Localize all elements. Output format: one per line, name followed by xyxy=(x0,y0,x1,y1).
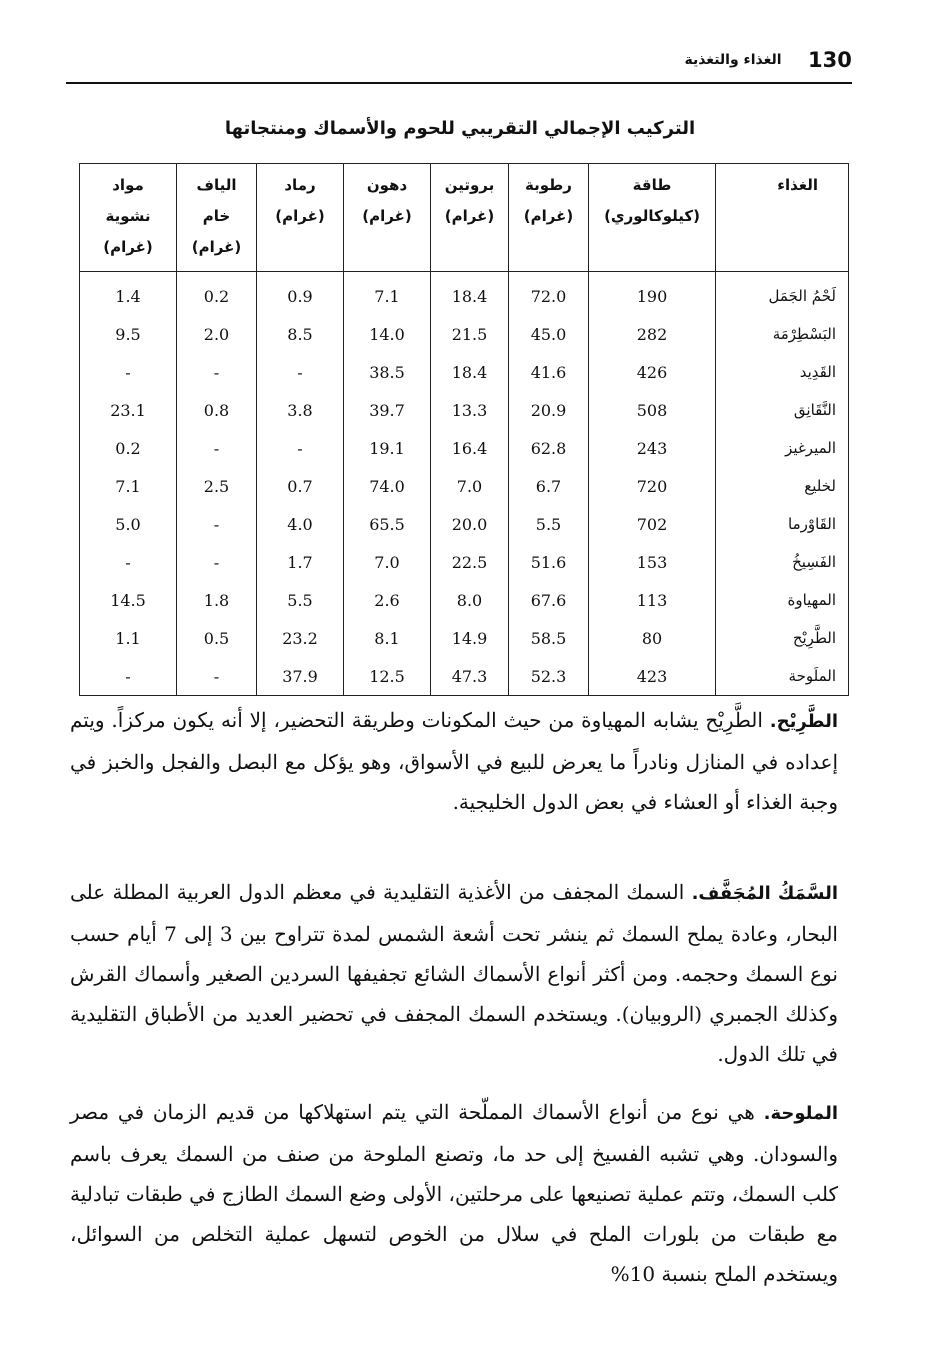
paragraph-tarih xyxy=(70,700,838,822)
cell-food: النَّقَانِق xyxy=(716,391,849,429)
cell-moisture: 72.0 xyxy=(509,272,589,316)
cell-fat: 12.5 xyxy=(344,657,431,696)
table-row xyxy=(80,543,849,581)
cell-ash: 23.2 xyxy=(257,619,344,657)
cell-starch: 9.5 xyxy=(80,315,177,353)
cell-protein: 18.4 xyxy=(431,272,509,316)
cell-energy: 508 xyxy=(589,391,716,429)
cell-food: القَاوْرما xyxy=(716,505,849,543)
cell-fiber: - xyxy=(177,505,257,543)
column-header-ash: رماد (غرام) xyxy=(257,164,344,272)
cell-protein: 21.5 xyxy=(431,315,509,353)
cell-food: الميرغيز xyxy=(716,429,849,467)
cell-ash: 0.7 xyxy=(257,467,344,505)
cell-energy: 702 xyxy=(589,505,716,543)
cell-fat: 65.5 xyxy=(344,505,431,543)
cell-starch: 14.5 xyxy=(80,581,177,619)
paragraph-term: الملوحة. xyxy=(763,1103,838,1124)
cell-starch: 0.2 xyxy=(80,429,177,467)
table-title: التركيب الإجمالي التقريبي للحوم والأسماك ومنتجاتها xyxy=(224,118,696,139)
column-header-moisture: رطوبة (غرام) xyxy=(509,164,589,272)
cell-energy: 243 xyxy=(589,429,716,467)
cell-starch: 5.0 xyxy=(80,505,177,543)
cell-moisture: 58.5 xyxy=(509,619,589,657)
cell-protein: 13.3 xyxy=(431,391,509,429)
cell-energy: 190 xyxy=(589,272,716,316)
cell-protein: 14.9 xyxy=(431,619,509,657)
cell-fiber: - xyxy=(177,429,257,467)
cell-protein: 47.3 xyxy=(431,657,509,696)
cell-energy: 720 xyxy=(589,467,716,505)
cell-starch: - xyxy=(80,657,177,696)
paragraph-term: السَّمَكُ المُجَفَّف. xyxy=(691,883,838,904)
cell-ash: 5.5 xyxy=(257,581,344,619)
cell-moisture: 45.0 xyxy=(509,315,589,353)
cell-starch: 1.4 xyxy=(80,272,177,316)
table-row xyxy=(80,619,849,657)
cell-ash: - xyxy=(257,353,344,391)
cell-fiber: 2.0 xyxy=(177,315,257,353)
cell-ash: 8.5 xyxy=(257,315,344,353)
cell-moisture: 67.6 xyxy=(509,581,589,619)
page-number: 130 xyxy=(808,48,852,72)
column-header-starch: مواد نشوية (غرام) xyxy=(80,164,177,272)
cell-moisture: 6.7 xyxy=(509,467,589,505)
table-body xyxy=(80,272,849,696)
cell-fiber: 0.2 xyxy=(177,272,257,316)
cell-food: الفَسِيخُ xyxy=(716,543,849,581)
cell-energy: 426 xyxy=(589,353,716,391)
cell-ash: 3.8 xyxy=(257,391,344,429)
column-header-fiber: الياف خام (غرام) xyxy=(177,164,257,272)
paragraph-mulouha xyxy=(70,1092,838,1294)
cell-energy: 80 xyxy=(589,619,716,657)
column-header-fat: دهون (غرام) xyxy=(344,164,431,272)
cell-ash: 0.9 xyxy=(257,272,344,316)
cell-moisture: 20.9 xyxy=(509,391,589,429)
running-title: الغذاء والتغذية xyxy=(684,52,782,68)
cell-starch: 7.1 xyxy=(80,467,177,505)
table-row xyxy=(80,657,849,696)
paragraph-text: الطَّرِيْح يشابه المهياوة من حيث المكونات وطريقة التحضير، إلا أنه يكون مركزاً. ويتم إعداده في المنازل ونادراً ما يعرض للبيع في الأسواق، وهو يؤكل مع البصل والفجل والخبز في وجبة الغذاء أو العشاء في بعض الدول الخليجية. xyxy=(70,708,839,814)
paragraph-text: السمك المجفف من الأغذية التقليدية في معظم الدول العربية المطلة على البحار، وعادة يملح السمك ثم ينشر تحت أشعة الشمس لمدة تتراوح بين 3 إلى 7 أيام حسب نوع السمك وحجمه. ومن أكثر أنواع الأسماك الشائع تجفيفها السردين الصغير وأسماك القرش وكذلك الجمبري (الروبيان). ويستخدم السمك المجفف في تحضير العديد من الأطباق التقليدية في تلك الدول. xyxy=(70,880,838,1066)
cell-fiber: - xyxy=(177,543,257,581)
cell-fiber: 0.8 xyxy=(177,391,257,429)
cell-fiber: - xyxy=(177,353,257,391)
table-row xyxy=(80,581,849,619)
cell-fat: 14.0 xyxy=(344,315,431,353)
table-row xyxy=(80,505,849,543)
cell-protein: 22.5 xyxy=(431,543,509,581)
cell-fat: 7.1 xyxy=(344,272,431,316)
cell-starch: - xyxy=(80,543,177,581)
cell-fat: 39.7 xyxy=(344,391,431,429)
cell-moisture: 5.5 xyxy=(509,505,589,543)
cell-starch: - xyxy=(80,353,177,391)
column-header-food: الغذاء xyxy=(716,164,849,272)
cell-protein: 20.0 xyxy=(431,505,509,543)
cell-fat: 74.0 xyxy=(344,467,431,505)
cell-fiber: 1.8 xyxy=(177,581,257,619)
cell-fat: 38.5 xyxy=(344,353,431,391)
cell-ash: 1.7 xyxy=(257,543,344,581)
cell-ash: - xyxy=(257,429,344,467)
table-row xyxy=(80,429,849,467)
cell-protein: 7.0 xyxy=(431,467,509,505)
page-header xyxy=(66,44,852,84)
cell-ash: 37.9 xyxy=(257,657,344,696)
table-row xyxy=(80,315,849,353)
cell-food: الملَوحة xyxy=(716,657,849,696)
cell-protein: 18.4 xyxy=(431,353,509,391)
cell-energy: 282 xyxy=(589,315,716,353)
table-row xyxy=(80,272,849,316)
cell-food: لخليع xyxy=(716,467,849,505)
cell-starch: 1.1 xyxy=(80,619,177,657)
table-row xyxy=(80,391,849,429)
paragraph-text: هي نوع من أنواع الأسماك المملّحة التي يتم استهلاكها من قديم الزمان في مصر والسودان. وهي تشبه الفسيخ إلى حد ما، وتصنع الملوحة من صنف من السمك يعرف باسم كلب السمك، وتتم عملية تصنيعها على مرحلتين، الأولى وضع السمك الطازج في طبقات تبادلية مع طبقات من بلورات الملح في سلال من الخوص لتسهل عملية التخلص من السوائل، ويستخدم الملح بنسبة 10% xyxy=(70,1100,839,1286)
cell-fat: 8.1 xyxy=(344,619,431,657)
cell-energy: 113 xyxy=(589,581,716,619)
cell-moisture: 41.6 xyxy=(509,353,589,391)
table-row xyxy=(80,353,849,391)
cell-moisture: 52.3 xyxy=(509,657,589,696)
nutrition-table xyxy=(79,163,849,696)
cell-fiber: 2.5 xyxy=(177,467,257,505)
cell-fat: 2.6 xyxy=(344,581,431,619)
paragraph-term: الطَّرِيْح. xyxy=(769,711,838,732)
paragraph-dried-fish xyxy=(70,872,838,1074)
cell-fat: 7.0 xyxy=(344,543,431,581)
cell-protein: 8.0 xyxy=(431,581,509,619)
cell-ash: 4.0 xyxy=(257,505,344,543)
cell-protein: 16.4 xyxy=(431,429,509,467)
cell-energy: 153 xyxy=(589,543,716,581)
table-header-row xyxy=(80,164,849,272)
cell-fiber: 0.5 xyxy=(177,619,257,657)
table-row xyxy=(80,467,849,505)
cell-moisture: 62.8 xyxy=(509,429,589,467)
cell-moisture: 51.6 xyxy=(509,543,589,581)
cell-food: القَدِيد xyxy=(716,353,849,391)
column-header-energy: طاقة (كيلوكالوري) xyxy=(589,164,716,272)
cell-starch: 23.1 xyxy=(80,391,177,429)
cell-food: لَحْمُ الجَمَل xyxy=(716,272,849,316)
cell-energy: 423 xyxy=(589,657,716,696)
column-header-protein: بروتين (غرام) xyxy=(431,164,509,272)
cell-food: البَسْطِرْمَة xyxy=(716,315,849,353)
cell-fat: 19.1 xyxy=(344,429,431,467)
cell-food: المهياوة xyxy=(716,581,849,619)
cell-food: الطَّرِيْح xyxy=(716,619,849,657)
cell-fiber: - xyxy=(177,657,257,696)
